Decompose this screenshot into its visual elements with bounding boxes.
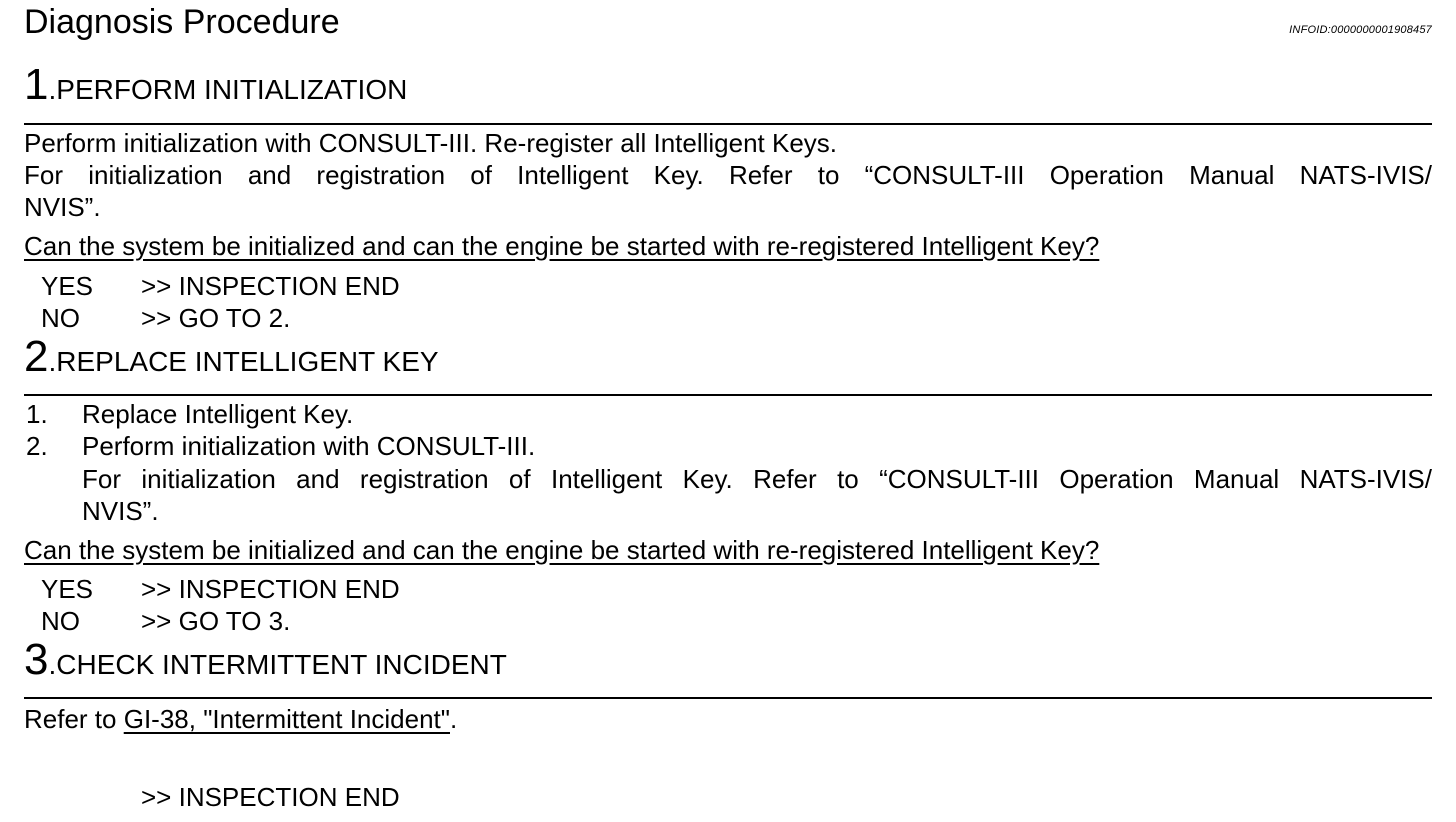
info-id: INFOID:0000000001908457 <box>1289 24 1432 36</box>
step-title: REPLACE INTELLIGENT KEY <box>56 346 439 377</box>
answer-action: >> GO TO 2. <box>141 303 291 333</box>
step-3-heading: 3.CHECK INTERMITTENT INCIDENT <box>24 635 507 684</box>
step-1-text: Perform initialization with CONSULT-III. Re-register all Intelligent Keys. <box>24 128 838 158</box>
list-item-text: Perform initialization with CONSULT-III. <box>82 431 536 461</box>
list-item <box>26 431 1426 463</box>
step-2-question: Can the system be initialized and can the engine be started with re-registered Intelligent Key? <box>24 535 1100 565</box>
answer-label: NO <box>41 606 80 636</box>
step-number: 2 <box>24 332 49 381</box>
list-item-text-cont: For initialization and registration of Intelligent Key. Refer to “CONSULT-III Operation Manual NATS-IVIS/ <box>82 464 1432 494</box>
answer-label: YES <box>41 271 94 301</box>
step-3-result: >> INSPECTION END <box>141 782 400 812</box>
list-item <box>26 399 1426 431</box>
page-title: Diagnosis Procedure <box>24 3 340 41</box>
refer-suffix: . <box>450 704 458 734</box>
answer-no <box>41 303 641 335</box>
divider <box>24 394 1432 396</box>
refer-prefix: Refer to <box>24 704 124 734</box>
step-3-text <box>24 703 457 735</box>
step-title: CHECK INTERMITTENT INCIDENT <box>56 649 507 680</box>
answer-label: YES <box>41 574 94 604</box>
divider <box>24 697 1432 699</box>
list-item-text-cont: NVIS”. <box>82 496 159 526</box>
list-item-text: Replace Intelligent Key. <box>82 399 354 429</box>
step-number: 3 <box>24 635 49 684</box>
list-item-number: 2. <box>26 431 48 461</box>
step-1-question: Can the system be initialized and can the engine be started with re-registered Intelligent Key? <box>24 231 1100 261</box>
step-1-heading: 1.PERFORM INITIALIZATION <box>24 60 408 109</box>
list-item-number: 1. <box>26 399 48 429</box>
answer-label: NO <box>41 303 80 333</box>
answer-no <box>41 606 641 638</box>
answer-action: >> INSPECTION END <box>141 574 400 604</box>
step-1-text-cont: NVIS”. <box>24 192 101 222</box>
step-1-text-justified: For initialization and registration of Intelligent Key. Refer to “CONSULT-III Operation Manual NATS-IVIS/ <box>24 160 1432 190</box>
step-2-heading: 2.REPLACE INTELLIGENT KEY <box>24 332 439 381</box>
step-number: 1 <box>24 60 49 109</box>
divider <box>24 123 1432 125</box>
answer-action: >> INSPECTION END <box>141 271 400 301</box>
reference-link[interactable]: GI-38, "Intermittent Incident" <box>123 704 450 734</box>
answer-yes <box>41 271 641 303</box>
answer-action: >> GO TO 3. <box>141 606 291 636</box>
answer-yes <box>41 574 641 606</box>
step-title: PERFORM INITIALIZATION <box>56 74 408 105</box>
